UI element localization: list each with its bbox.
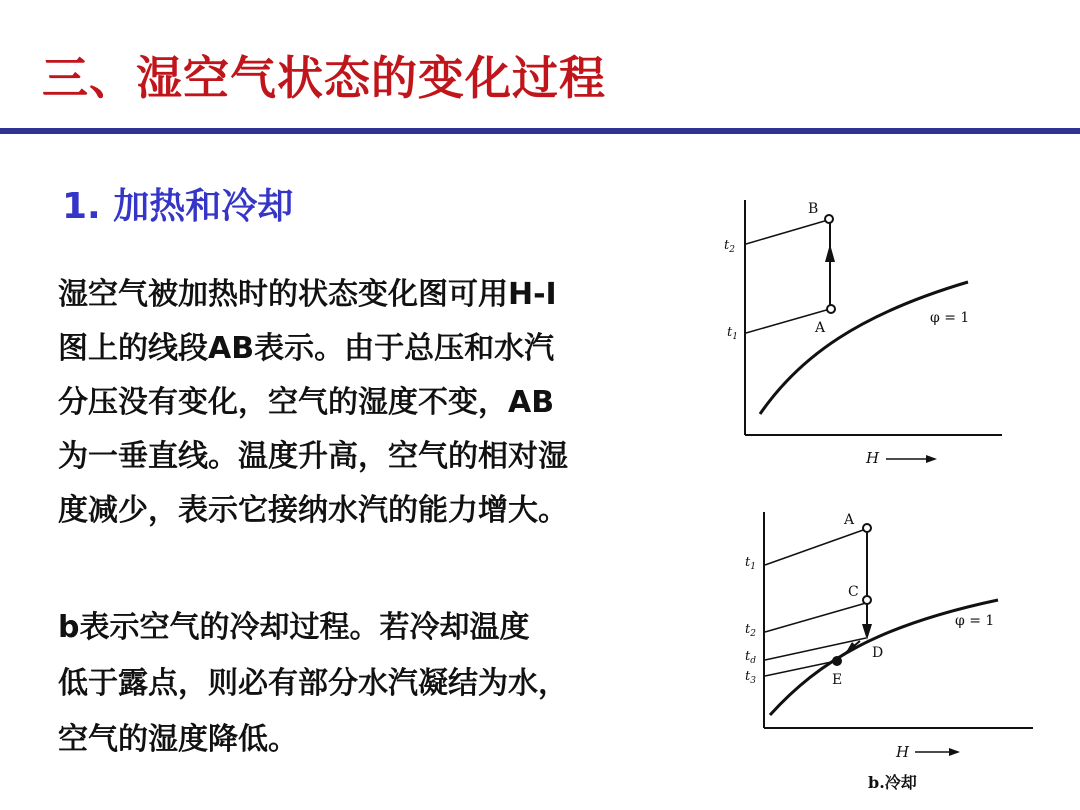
isotherm-t1 [765,529,866,565]
section-heading: 1. 加热和冷却 [62,186,294,227]
tick-t1-label: $t_1$ [745,555,756,572]
text-line: 图上的线段AB表示。由于总压和水汽 [58,331,555,366]
x-axis-label: H [866,449,880,467]
page-title: 三、湿空气状态的变化过程 [42,51,606,105]
text-line: 湿空气被加热时的状态变化图可用H-I [58,277,557,312]
curve-label: φ = 1 [930,310,970,326]
tick-t1-label: $t_1$ [727,325,738,342]
text-line: 为一垂直线。温度升高，空气的相对湿 [58,439,568,474]
x-axis-arrowhead [949,748,960,756]
tick-t3-label: $t_3$ [745,669,756,686]
point-d-label: D [872,645,884,661]
point-e-label: E [832,672,843,688]
point-a-label: A [844,512,855,528]
curve-label: φ = 1 [955,613,995,629]
point-e-marker [833,657,841,665]
point-a-marker [863,524,871,532]
text-line: b表示空气的冷却过程。若冷却温度 [58,610,530,645]
point-c-label: C [848,584,859,600]
point-a-label: A [815,320,826,336]
arrow-head-down [862,624,872,640]
text-line: 低于露点，则必有部分水汽凝结为水， [58,666,568,701]
tick-td-label: $t_d$ [745,649,756,666]
figure-caption: b.冷却 [868,773,917,792]
isotherm-t3 [765,661,836,676]
point-b-label: B [808,201,819,217]
isotherm-t2 [765,603,866,632]
tick-t2-label: $t_2$ [745,622,756,639]
text-line: 分压没有变化，空气的湿度不变，AB [58,385,555,420]
point-c-marker [863,596,871,604]
x-axis-label: H [896,743,910,761]
tick-t2-label: $t_2$ [724,238,735,255]
text-line: 空气的湿度降低。 [58,722,298,757]
text-line: 度减少，表示它接纳水汽的能力增大。 [58,493,568,528]
